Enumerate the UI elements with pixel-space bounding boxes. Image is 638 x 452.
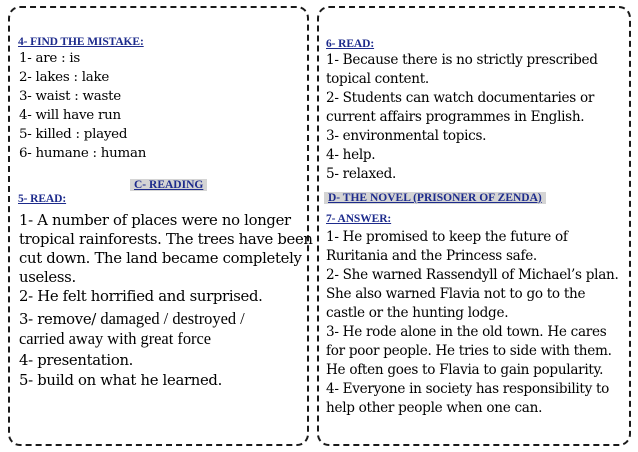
read6-heading: 6- READ: — [326, 38, 375, 50]
answer7-line: 2- She warned Rassendyll of Michael’s plan. — [326, 267, 619, 283]
mistake-item: 3- waist : waste — [19, 89, 121, 104]
answer7-line: 4- Everyone in society has responsibility to — [326, 381, 610, 397]
answer7-line: 3- He rode alone in the old town. He cares — [326, 324, 607, 340]
read5-line3-prefix: 3- remove/ — [19, 311, 96, 328]
answer7-line: He often goes to Flavia to gain popularity. — [326, 362, 604, 378]
read5-line: 1- A number of places were no longer — [19, 212, 291, 229]
read5-line: 2- He felt horrified and surprised. — [19, 288, 263, 305]
read5-line: tropical rainforests. The trees have been — [19, 231, 313, 248]
read6-line: topical content. — [326, 71, 429, 87]
read5-line3-cont: carried away with great force — [19, 329, 212, 348]
mistake-item: 1- are : is — [19, 51, 81, 66]
read6-line: 5- relaxed. — [326, 166, 396, 182]
read6-line: current affairs programmes in English. — [326, 109, 585, 125]
mistake-item: 5- killed : played — [19, 127, 128, 142]
section-c-label: C- READING — [130, 179, 207, 191]
read6-line: 4- help. — [326, 147, 376, 163]
read5-heading: 5- READ: — [18, 193, 67, 205]
answer7-line: 1- He promised to keep the future of — [326, 229, 568, 245]
read5-line: useless. — [19, 269, 76, 286]
read5-line4: 4- presentation. — [19, 352, 134, 369]
mistake-item: 6- humane : human — [19, 146, 147, 161]
answer7-line: She also warned Flavia not to go to the — [326, 286, 586, 302]
left-answer-panel — [8, 6, 313, 446]
find-mistake-heading: 4- FIND THE MISTAKE: — [18, 36, 144, 48]
read5-line3 — [19, 309, 245, 329]
read5-line3-rest: damaged / destroyed / — [100, 309, 245, 328]
read5-line: cut down. The land became completely — [19, 250, 302, 267]
mistake-item: 4- will have run — [19, 108, 121, 123]
answer7-line: help other people when one can. — [326, 400, 543, 416]
answer7-line: Ruritania and the Princess safe. — [326, 248, 537, 264]
read5-line5: 5- build on what he learned. — [19, 372, 223, 389]
right-answer-panel — [317, 6, 631, 446]
read6-line: 1- Because there is no strictly prescribed — [326, 52, 598, 68]
read6-line: 2- Students can watch documentaries or — [326, 90, 595, 106]
answer7-heading: 7- ANSWER: — [326, 213, 392, 225]
answer7-line: for poor people. He tries to side with them. — [326, 343, 612, 359]
mistake-item: 2- lakes : lake — [19, 70, 110, 85]
answer7-line: castle or the hunting lodge. — [326, 305, 509, 321]
section-d-label: D- THE NOVEL (PRISONER OF ZENDA) — [324, 192, 546, 204]
read6-line: 3- environmental topics. — [326, 128, 487, 144]
